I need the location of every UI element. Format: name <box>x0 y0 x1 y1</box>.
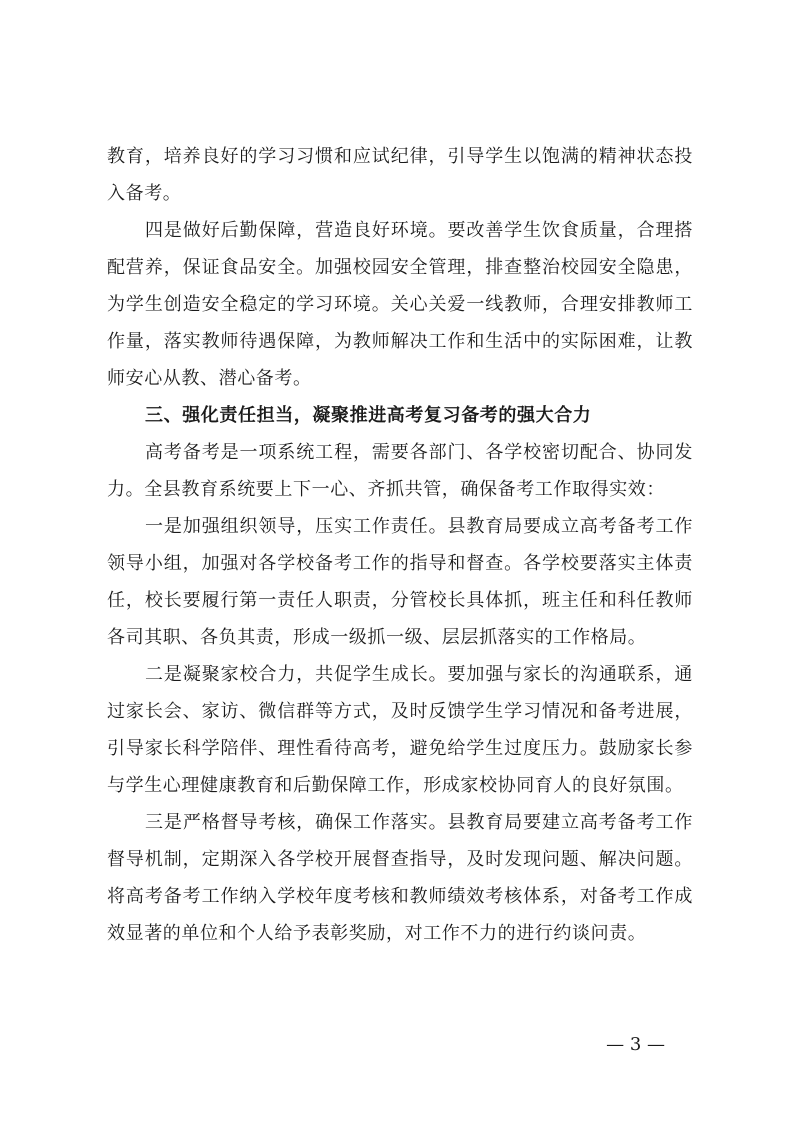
section-heading: 三、强化责任担当，凝聚推进高考复习备考的强大合力 <box>145 405 592 426</box>
paragraph-intro: 高考备考是一项系统工程，需要各部门、各学校密切配合、协同发力。全县教育系统要上下一心、齐抓共管，确保备考工作取得实效： <box>107 442 693 500</box>
paragraph-leadership: 一是加强组织领导，压实工作责任。县教育局要成立高考备考工作领导小组，加强对各学校备考工作的指导和督查。各学校要落实主体责任，校长要履行第一责任人职责，分管校长具体抓，班主任和科任教师各司其职、各负其责，形成一级抓一级、层层抓落实的工作格局。 <box>107 516 693 648</box>
document-body <box>107 138 693 952</box>
paragraph-supervision: 三是严格督导考核，确保工作落实。县教育局要建立高考备考工作督导机制，定期深入各学校开展督查指导，及时发现问题、解决问题。将高考备考工作纳入学校年度考核和教师绩效考核体系，对备考工作成效显著的单位和个人给予表彰奖励，对工作不力的进行约谈问责。 <box>107 812 693 944</box>
page-number: — 3 — <box>606 1034 665 1055</box>
paragraph-logistics: 四是做好后勤保障，营造良好环境。要改善学生饮食质量，合理搭配营养，保证食品安全。加强校园安全管理，排查整治校园安全隐患，为学生创造安全稳定的学习环境。关心关爱一线教师，合理安排教师工作量，落实教师待遇保障，为教师解决工作和生活中的实际困难，让教师安心从教、潜心备考。 <box>107 220 693 389</box>
paragraph-home-school: 二是凝聚家校合力，共促学生成长。要加强与家长的沟通联系，通过家长会、家访、微信群等方式，及时反馈学生学习情况和备考进展，引导家长科学陪伴、理性看待高考，避免给学生过度压力。鼓励家长参与学生心理健康教育和后勤保障工作，形成家校协同育人的良好氛围。 <box>107 664 693 796</box>
paragraph-continuation: 教育，培养良好的学习习惯和应试纪律，引导学生以饱满的精神状态投入备考。 <box>107 146 693 204</box>
